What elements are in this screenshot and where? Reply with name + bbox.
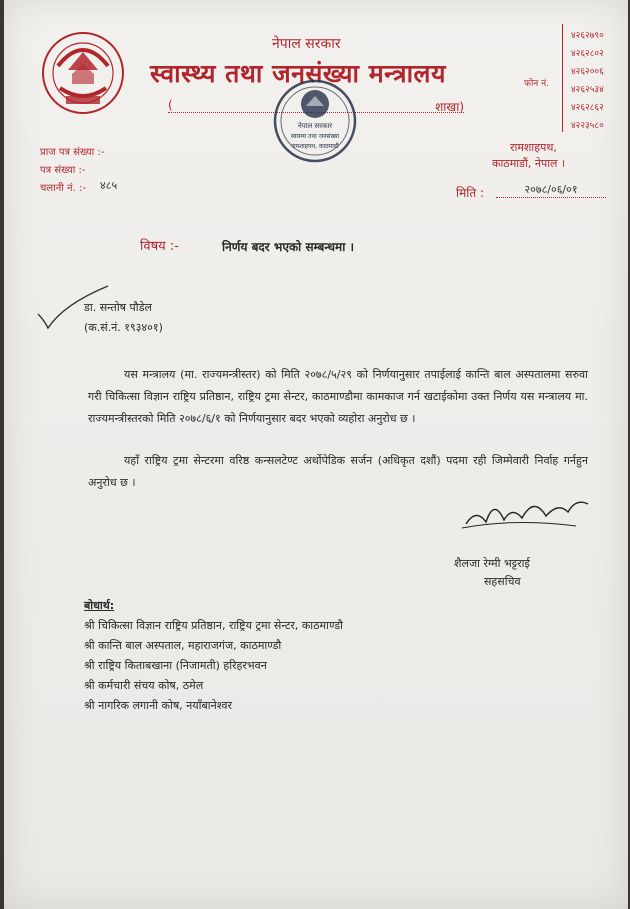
ministry-seal-stamp: [272, 78, 358, 164]
body-paragraph-1: यस मन्त्रालय (मा. राज्यमन्त्रीस्तर) को मिति २०७८/५/२९ को निर्णयानुसार तपाईलाई कान्ति बाल अस्पतालमा सरुवा गरी चिकित्सा विज्ञान राष्ट्रिय प्रतिष्ठान, राष्ट्रिय ट्रमा सेन्टर, काठमाण्डौमा कामकाज गर्न खटाईकोमा उक्त निर्णय यस मन्त्रालय मा. राज्यमन्त्रीस्तरको मिति २०७८/६/१ को निर्णयानुसार बदर भएको व्यहोरा अनुरोध छ ।: [88, 368, 588, 425]
svg-text:स्वास्थ्य तथा जनसंख्या: स्वास्थ्य तथा जनसंख्या: [290, 133, 340, 140]
phone-number: ४२६२५३४: [571, 85, 604, 95]
letter-number-label: पत्र संख्या :-: [40, 165, 86, 176]
cc-item: श्री नागरिक लगानी कोष, नयाँबानेश्वर: [84, 699, 233, 712]
branch-close: शाखा): [435, 100, 464, 114]
recipient-id: (क.सं.नं. १९३४०१): [84, 321, 163, 334]
phone-number: ४२६२८६२: [571, 103, 604, 113]
cc-item: श्री राष्ट्रिय किताबखाना (निजामती) हरिहरभवन: [84, 659, 267, 672]
recipient-name: डा. सन्तोष पौडेल: [84, 301, 152, 314]
dispatch-number: ४८५: [100, 179, 118, 192]
signatory-title: सहसचिव: [484, 575, 521, 588]
address-line-2: काठमाडौं, नेपाल ।: [492, 157, 566, 170]
phone-number: ४२६२८०२: [571, 49, 604, 59]
branch-open: (: [168, 98, 173, 112]
date-value: २०७८/०६/०१: [496, 182, 606, 198]
handwritten-signature: [456, 488, 596, 536]
address-line-1: रामशाहपथ,: [510, 141, 557, 154]
dispatch-label: चलानी नं. :-: [40, 183, 86, 194]
svg-text:रामशाहपथ, काठमाडौं: रामशाहपथ, काठमाडौं: [291, 143, 339, 150]
phone-list: [562, 24, 625, 132]
cc-heading: बोधार्थ:: [84, 599, 115, 612]
ministry-title: स्वास्थ्य तथा जनसंख्या मन्त्रालय: [150, 59, 447, 88]
subject-label: विषय :-: [140, 239, 179, 254]
government-title: नेपाल सरकार: [272, 36, 341, 52]
phone-label: फोन नं.: [524, 79, 549, 89]
letter-page: [4, 0, 628, 909]
signatory-name: शैलजा रेग्मी भट्टराई: [454, 557, 530, 570]
phone-number: ४२६२७९०: [571, 31, 604, 41]
cc-item: श्री कान्ति बाल अस्पताल, महाराजगंज, काठमाण्डौ: [84, 639, 282, 652]
subject-text: निर्णय बदर भएको सम्बन्धमा ।: [222, 240, 355, 254]
date-label: मिति :: [456, 186, 485, 200]
previous-letter-label: प्राज पत्र संख्या :-: [40, 147, 105, 158]
nepal-emblem-icon: [40, 30, 126, 116]
svg-text:नेपाल सरकार: नेपाल सरकार: [297, 122, 333, 130]
body-paragraph-2: यहाँ राष्ट्रिय ट्रमा सेन्टरमा वरिष्ठ कन्सलटेण्ट अर्थोपेडिक सर्जन (अधिकृत दशौं) पदमा रही जिम्मेवारी निर्वाह गर्नहुन अनुरोध छ ।: [88, 454, 588, 489]
phone-number: ४२२३५८०: [571, 121, 604, 131]
phone-number: ४२६२००६: [571, 67, 604, 77]
cc-item: श्री कर्मचारी संचय कोष, ठमेल: [84, 679, 204, 692]
cc-item: श्री चिकित्सा विज्ञान राष्ट्रिय प्रतिष्ठान, राष्ट्रिय ट्रमा सेन्टर, काठमाण्डौ: [84, 619, 343, 632]
